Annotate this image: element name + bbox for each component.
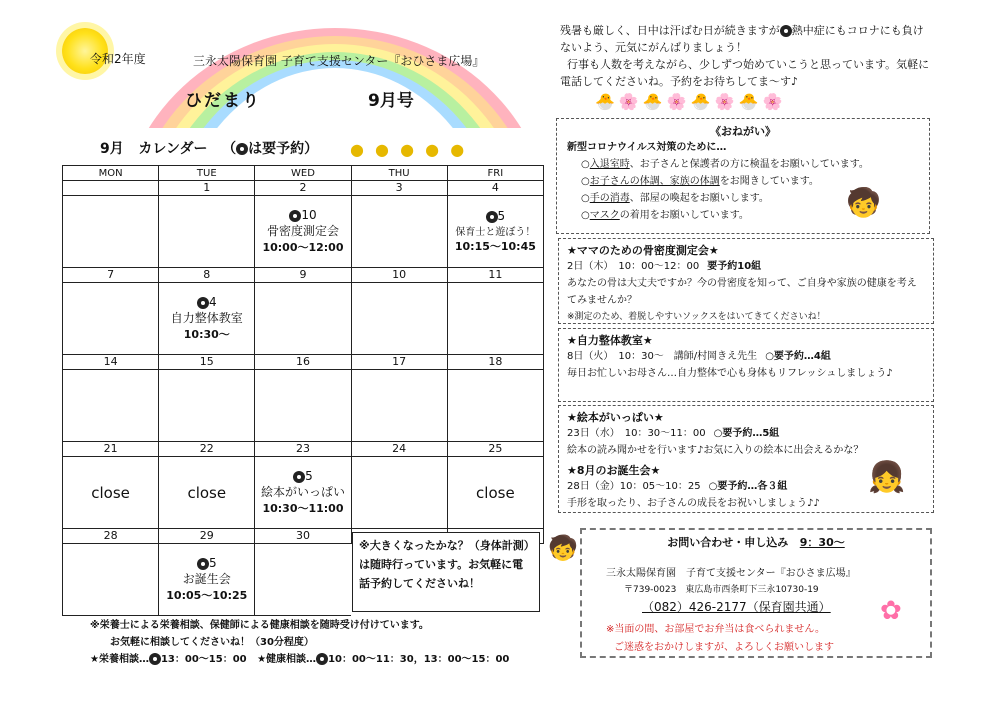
event-title: ★ママのための骨密度測定会★ [567,244,719,257]
calendar-cell [255,544,351,616]
event-reservation: ○要予約…4組 [765,351,831,362]
event-reservation: 要予約10組 [707,261,762,272]
date-body-row [63,457,544,529]
event-time: 10:30～ [183,328,230,341]
request-item-rest: 、お子さんと保護者の方に検温をお願いしています。 [629,159,869,170]
date-number-row [63,355,544,370]
chick-illustrations-icon: ● ● ● ● ● [350,140,468,159]
event-slot-count: 5 [305,469,313,483]
calendar-cell [447,283,543,355]
event-title: ★8月のお誕生会★ [567,464,661,477]
calendar-heading-month: 9月 [100,141,124,157]
calendar-cell [159,196,255,268]
calendar-cell [351,283,447,355]
weekday-mon: MON [63,166,159,181]
event-name: 自力整体教室 [170,311,243,325]
kids-reading-icon: 👧 [868,460,906,495]
request-lead: 新型コロナウイルス対策のために… [567,142,727,153]
event-date: 8日（火） 10：30～ 講師/村岡きえ先生 [567,351,758,362]
center-name: 三永太陽保育園 子育て支援センター『おひさま広場』 [193,54,485,68]
event-name: 骨密度測定会 [266,224,339,238]
request-item-rest: の着用をお願いしています。 [619,210,749,221]
date-number-mon: 14 [63,355,159,370]
calendar-cell [63,196,159,268]
issue-month: 9月号 [368,91,414,111]
contact-address: 〒739-0023 東広島市西条町下三永10730-19 [624,585,819,595]
calendar-heading-label: カレンダー [138,141,208,157]
date-number-thu: 10 [351,268,447,283]
consultation-line2: お気軽に相談してくださいね！（30分程度） [110,637,314,648]
event-title: ★絵本がいっぱい★ [567,411,664,424]
event-box-bone-density [558,238,934,324]
contact-heading [582,534,930,550]
gear-icon [293,471,305,483]
event-time: 10:30～11:00 [262,502,344,515]
weekday-fri: FRI [447,166,543,181]
calendar-cell [159,544,255,616]
gear-icon [197,297,209,309]
child-mascot-icon: 🧒 [548,534,578,562]
calendar-cell [255,370,351,442]
weekday-wed: WED [255,166,351,181]
event-reservation: ○要予約…各３組 [708,481,788,492]
event-slots [448,209,543,223]
weekday-tue: TUE [159,166,255,181]
contact-hours: 9：30～ [799,536,845,549]
event-date: 23日（水） 10：30～11：00 [567,428,706,439]
request-item-key: 手の消毒 [589,193,630,204]
intro-text [560,22,930,90]
event-time: 10:05～10:25 [166,589,248,602]
mascot-row-icon: 🐣🌸🐣🌸🐣🌸🐣🌸 [595,92,787,111]
intro-line1b: 熱中症にもコロナにも負けないよう、元気にがんばりましょう！ [560,24,924,54]
request-item-key: マスク [589,210,620,221]
event-name: お誕生会 [182,572,231,586]
event-box-seitai [558,328,934,402]
event-time: 10:00～12:00 [262,241,344,254]
date-number-fri: 11 [447,268,543,283]
date-body-row [63,370,544,442]
intro-line1: 残暑も厳しく、日中は汗ばむ日が続きますが [560,24,780,37]
event-slots [159,295,254,309]
health-label: ★健康相談… [257,654,317,665]
calendar-cell [159,283,255,355]
event-slots [255,208,350,222]
request-item [567,156,929,173]
calendar-cell [255,196,351,268]
event-date: 28日（金）10：05～10：25 [567,481,701,492]
date-body-row [63,196,544,268]
event-box-picture-books [558,405,934,513]
calendar-cell [255,283,351,355]
event-slot-count: 4 [208,295,217,309]
event-name: 保育士と遊ぼう！ [455,227,536,238]
event-title: ★自力整体教室★ [567,334,653,347]
health-hours: 10：00～11：30，13：00～15：00 [328,654,510,665]
request-item-rest: 、部屋の喚起をお願いします。 [629,193,769,204]
calendar-cell [351,370,447,442]
consultation-note [90,617,509,668]
date-number-wed: 2 [255,181,351,196]
event-date: 2日（木） 10：00～12：00 [567,261,700,272]
contact-warning-2: ご迷惑をおかけしますが、よろしくお願いします [614,642,834,653]
calendar-cell [351,457,447,529]
kid-washing-hands-icon: 🧒 [846,186,881,219]
date-number-mon: 7 [63,268,159,283]
event-date-line [567,425,925,442]
date-number-tue: 8 [159,268,255,283]
newsletter-title: ひだまり [185,91,261,111]
event-description: 手形を取ったり、お子さんの成長をお祝いしましょう♪♪ [567,498,820,509]
calendar-cell [159,457,255,529]
date-number-wed: 23 [255,442,351,457]
date-number-wed: 16 [255,355,351,370]
gear-icon [149,653,161,665]
close-label: close [476,483,515,502]
event-date-line [567,258,925,275]
date-number-fri: 4 [447,181,543,196]
gear-icon [236,143,248,155]
flower-icon: ✿ [880,596,902,626]
event-time: 10:15～10:45 [454,240,536,253]
event-slots [159,556,254,570]
event-date-line [567,348,925,365]
measurement-note: ※大きくなったかな？（身体計測）は随時行っています。お気軽に電話予約してくださいね！ [352,532,540,612]
event-slot-count: 5 [497,209,506,223]
event-description: 絵本の読み聞かせを行います♪お気に入りの絵本に出会えるかな？ [567,445,864,456]
date-number-tue: 15 [159,355,255,370]
contact-title: お問い合わせ・申し込み [667,536,789,549]
calendar-cell [447,370,543,442]
calendar-heading [100,138,318,158]
weekday-row [63,166,544,181]
contact-warning-1: ※当面の間、お部屋でお弁当は食べられません。 [606,624,825,635]
date-number-mon: 28 [63,529,159,544]
calendar-heading-note: は要予約） [248,141,319,157]
date-number-row [63,181,544,196]
gear-icon [486,211,498,223]
event-slot-count: 5 [208,556,217,570]
date-number-tue: 22 [159,442,255,457]
date-number-thu: 24 [351,442,447,457]
weekday-thu: THU [351,166,447,181]
date-body-row [63,283,544,355]
gear-icon [197,558,209,570]
calendar-cell [255,457,351,529]
date-number-wed: 9 [255,268,351,283]
contact-org: 三永太陽保育園 子育て支援センター『おひさま広場』 [606,568,856,579]
consultation-line3 [90,651,509,668]
date-number-fri: 25 [447,442,543,457]
calendar-cell [447,457,543,529]
calendar-cell [63,544,159,616]
close-label: close [91,483,130,502]
request-item-key: お子さんの体調、家族の体調 [589,176,720,187]
calendar-cell [63,283,159,355]
event-slots [255,469,350,483]
event-slot-count: 10 [301,208,317,222]
event-description: ※測定のため、着脱しやすいソックスをはいてきてくださいね！ [567,312,826,322]
nutrition-hours: 13：00～15：00 [160,654,247,665]
contact-phone[interactable]: （082）426-2177（保育園共通） [642,600,831,614]
event-description: あなたの骨は大丈夫ですか？今の骨密度を知って、ご自身や家族の健康を考えてみませんか？ [567,278,917,306]
circle-bullet-icon: ○ [581,210,590,221]
date-number-mon: 21 [63,442,159,457]
era-label: 令和2年度 [90,52,146,66]
request-item-key: 入退室時 [589,159,630,170]
event-name: 絵本がいっぱい [260,485,345,499]
request-title: 《おねがい》 [710,125,776,138]
calendar-cell [447,196,543,268]
circle-bullet-icon: ○ [581,159,590,170]
calendar-cell [351,196,447,268]
date-number-tue: 29 [159,529,255,544]
event-description: 毎日お忙しいお母さん…自力整体で心も身体もリフレッシュしましょう♪ [567,368,893,379]
calendar-cell [63,370,159,442]
date-number-mon [63,181,159,196]
circle-bullet-icon: ○ [581,176,590,187]
calendar-cell [159,370,255,442]
gear-icon [289,210,301,222]
contact-box [580,528,932,658]
close-label: close [187,483,227,502]
gear-icon [780,25,792,37]
date-number-row [63,442,544,457]
date-number-wed: 30 [255,529,351,544]
consultation-line1: ※栄養士による栄養相談、保健師による健康相談を随時受け付けています。 [90,620,429,631]
date-number-thu: 3 [351,181,447,196]
event-reservation: ○要予約…5組 [713,428,780,439]
nutrition-label: ★栄養相談… [90,654,149,665]
calendar-heading-open: （ [222,141,237,157]
request-item-rest: をお聞きしています。 [719,176,819,187]
gear-icon [316,653,328,665]
date-number-fri: 18 [447,355,543,370]
intro-line2: 行事も人数を考えながら、少しずつ始めていこうと思っています。気軽に電話してくださいね。予約をお待ちしてま～す♪ [560,58,930,88]
date-number-row [63,268,544,283]
date-number-thu: 17 [351,355,447,370]
date-number-tue: 1 [159,181,255,196]
circle-bullet-icon: ○ [581,193,590,204]
calendar-cell [63,457,159,529]
rainbow-illustration [120,18,550,128]
